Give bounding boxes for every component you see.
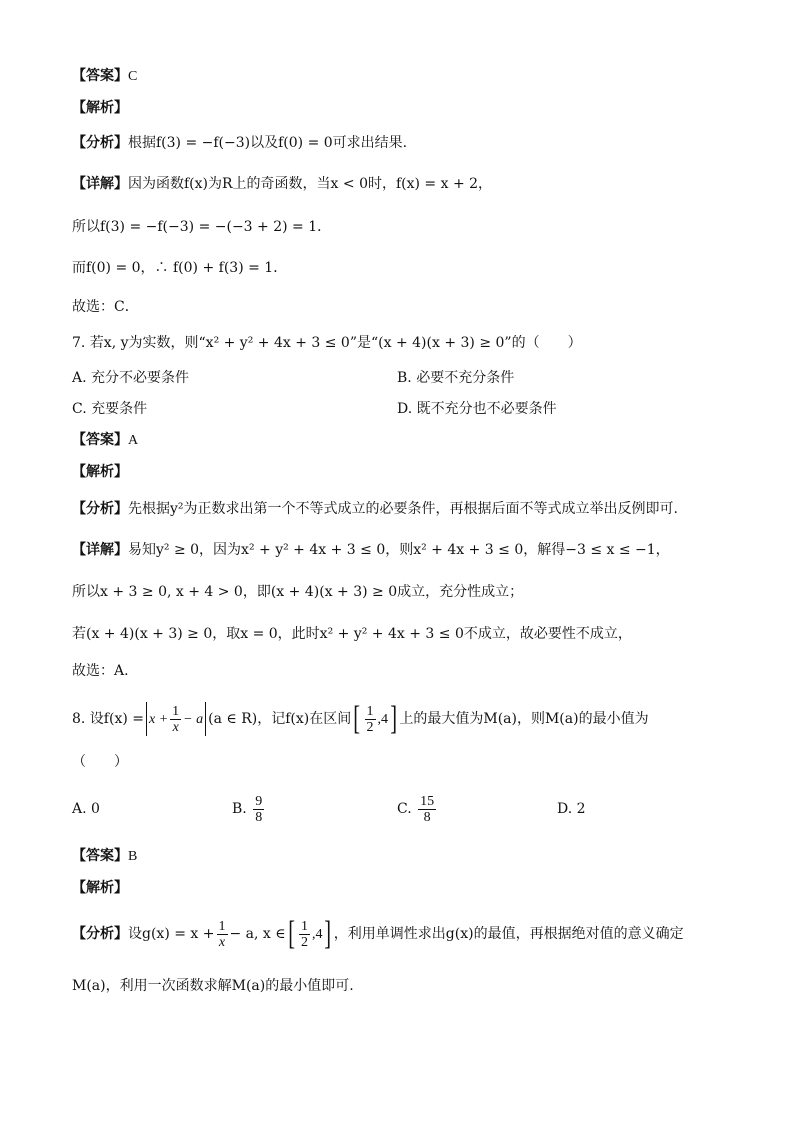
q8-stem-post: 上的最大值为M(a)，则M(a)的最小值为 — [399, 711, 649, 727]
frac-denominator: x — [172, 719, 179, 735]
q8-analysis-heading — [72, 878, 734, 898]
answer-value: B — [128, 849, 138, 864]
q7-stem: 7. 若x, y为实数，则“x² + y² + 4x + 3 ≤ 0”是“(x + 4)(x + 3) ≥ 0”的（ ） — [72, 335, 582, 351]
detail-label: 【详解】 — [72, 542, 128, 558]
q8-answer-line — [72, 846, 734, 867]
option-c-fraction — [418, 794, 436, 825]
frac-numerator: 1 — [172, 703, 180, 719]
q8-option-d: D. 2 — [557, 801, 586, 817]
q7-analysis-heading — [72, 462, 734, 482]
option-b-fraction — [253, 794, 264, 825]
q6-fenxi-line — [72, 133, 734, 153]
q6-detail-line-2: 所以f(3) = −f(−3) = −(−3 + 2) = 1． — [72, 219, 332, 235]
q8-interval-right: ,4 — [377, 712, 389, 727]
q6-choose-line: 故选：C． — [72, 299, 139, 315]
q7-option-c: C. 充要条件 — [72, 401, 148, 417]
q6-detail-line-1 — [72, 174, 734, 194]
fenxi-label: 【分析】 — [72, 926, 128, 942]
answer-value: C — [128, 69, 138, 84]
q7-detail-line-1 — [72, 540, 734, 560]
interval-bracket-left: [ — [353, 700, 361, 737]
interval-bracket-left: [ — [287, 915, 295, 952]
q8-option-a: A. 0 — [72, 801, 100, 817]
option-label: C. — [397, 801, 412, 817]
q6-detail-line-3: 而f(0) = 0，∴ f(0) + f(3) = 1． — [72, 260, 288, 276]
abs-bar-left — [146, 702, 147, 736]
frac-denominator: 8 — [255, 809, 263, 825]
q7-option-d: D. 既不充分也不必要条件 — [397, 401, 557, 417]
frac-numerator: 15 — [420, 793, 435, 809]
q7-option-b: B. 必要不充分条件 — [397, 370, 515, 386]
answer-label: 【答案】 — [72, 848, 128, 864]
q8-stem-fraction — [170, 704, 181, 735]
q8-stem-minus-a: − a — [183, 712, 204, 727]
q8-option-b — [232, 790, 266, 828]
q7-fenxi-line — [72, 499, 734, 519]
option-label: B. — [232, 801, 247, 817]
answer-label: 【答案】 — [72, 68, 128, 84]
q8-stem-x: x + — [149, 712, 169, 727]
frac-numerator: 1 — [218, 918, 226, 934]
q8-fenxi-line — [72, 914, 734, 954]
q7-answer-line — [72, 430, 734, 451]
answer-label: 【答案】 — [72, 432, 128, 448]
frac-numerator: 1 — [300, 918, 308, 934]
fenxi-fraction — [217, 919, 228, 950]
q6-answer-line — [72, 66, 734, 87]
detail-text: 因为函数f(x)为R上的奇函数，当x < 0时，f(x) = x + 2， — [128, 176, 493, 192]
analysis-label: 【解析】 — [72, 880, 128, 896]
q8-stem — [72, 700, 734, 738]
q8-interval-fraction — [365, 704, 376, 735]
fenxi-text: 根据f(3) = −f(−3)以及f(0) = 0可求出结果. — [128, 135, 408, 151]
frac-denominator: x — [218, 934, 226, 950]
fenxi-label: 【分析】 — [72, 501, 128, 517]
fenxi-post: ，利用单调性求出g(x)的最值，再根据绝对值的意义确定 — [333, 926, 684, 942]
fenxi-interval-right: ,4 — [311, 927, 323, 942]
analysis-label: 【解析】 — [72, 100, 128, 116]
q8-stem-pre: 8. 设f(x) = — [72, 711, 144, 727]
interval-bracket-right: ] — [390, 700, 398, 737]
q8-stem-mid: (a ∈ R)，记f(x)在区间 — [208, 711, 352, 727]
detail-text: 易知y² ≥ 0，因为x² + y² + 4x + 3 ≤ 0，则x² + 4x + 3 ≤ 0，解得−3 ≤ x ≤ −1， — [128, 542, 670, 558]
fenxi-pre: 设g(x) = x + — [128, 926, 215, 942]
frac-numerator: 9 — [255, 793, 263, 809]
fenxi-text: 先根据y²为正数求出第一个不等式成立的必要条件，再根据后面不等式成立举出反例即可. — [128, 501, 678, 517]
q7-detail-line-3: 若(x + 4)(x + 3) ≥ 0，取x = 0，此时x² + y² + 4x + 3 ≤ 0不成立，故必要性不成立， — [72, 626, 632, 642]
frac-denominator: 2 — [300, 934, 308, 950]
answer-value: A — [128, 433, 139, 448]
q7-option-a: A. 充分不必要条件 — [72, 370, 190, 386]
fenxi-mid: − a, x ∈ — [229, 926, 286, 942]
q7-detail-line-2: 所以x + 3 ≥ 0, x + 4 > 0，即(x + 4)(x + 3) ≥ 0成立，充分性成立； — [72, 584, 524, 600]
frac-numerator: 1 — [366, 703, 374, 719]
abs-bar-right — [205, 702, 206, 736]
q7-choose-line: 故选：A. — [72, 663, 129, 679]
detail-label: 【详解】 — [72, 176, 128, 192]
q8-stem-paren: （ ） — [72, 754, 128, 770]
q6-analysis-heading — [72, 98, 734, 118]
frac-denominator: 2 — [366, 719, 374, 735]
q8-fenxi-line-2: M(a)，利用一次函数求解M(a)的最小值即可. — [72, 978, 354, 994]
q8-option-c — [397, 790, 438, 828]
interval-bracket-right: ] — [324, 915, 332, 952]
fenxi-interval-fraction — [299, 919, 310, 950]
frac-denominator: 8 — [423, 809, 431, 825]
analysis-label: 【解析】 — [72, 464, 128, 480]
fenxi-label: 【分析】 — [72, 135, 128, 151]
